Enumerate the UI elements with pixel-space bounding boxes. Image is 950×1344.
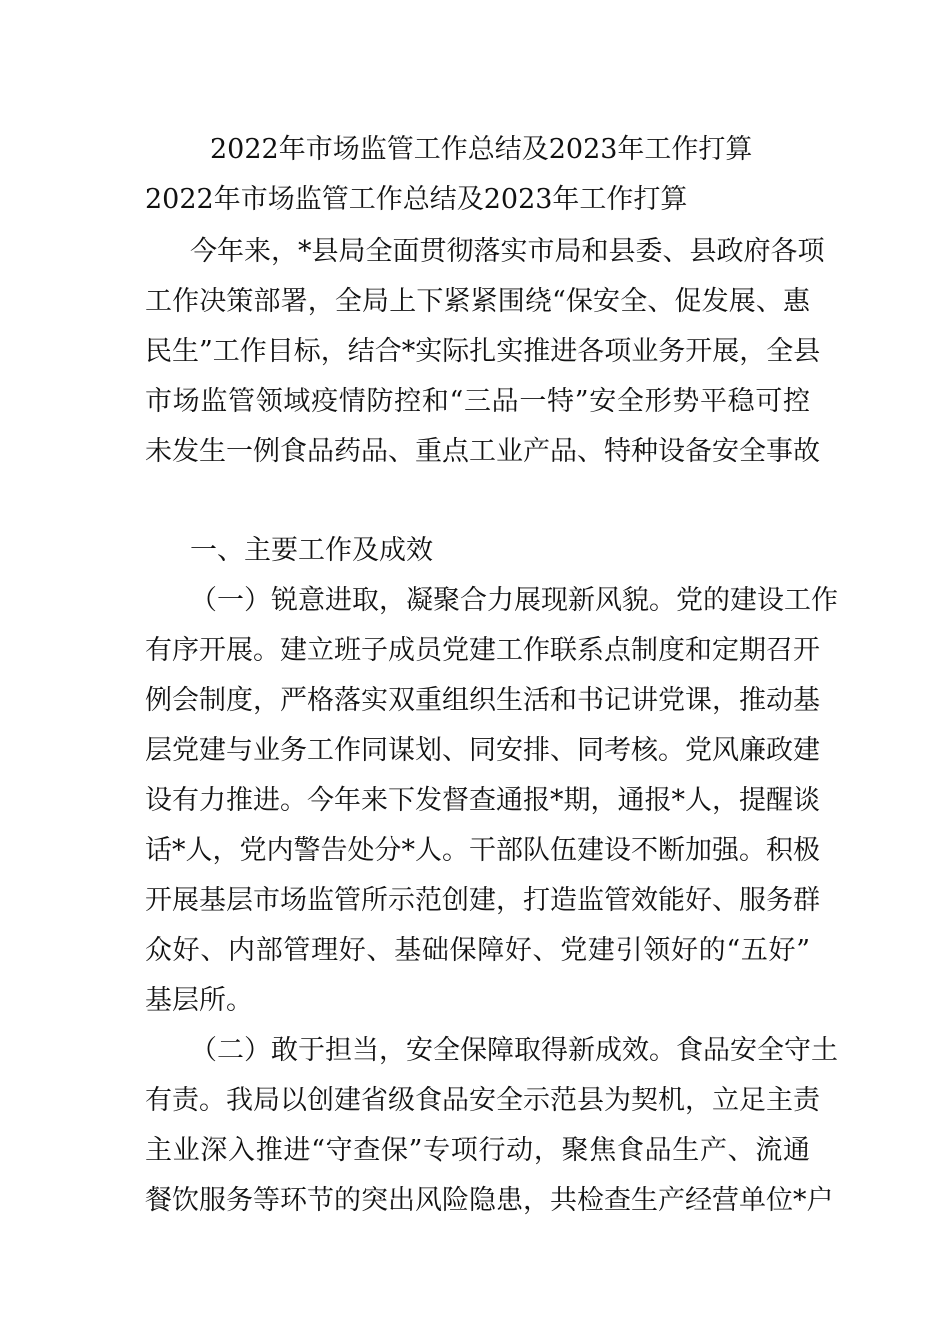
- para2-line: （二）敢于担当，安全保障取得新成效。食品安全守土: [190, 1035, 838, 1066]
- intro-line: 今年来，*县局全面贯彻落实市局和县委、县政府各项: [190, 236, 825, 267]
- para2-line: 主业深入推进“守查保”专项行动，聚焦食品生产、流通: [145, 1135, 810, 1166]
- section-heading: 一、主要工作及成效: [190, 535, 433, 566]
- document-title: 2022年市场监管工作总结及2023年工作打算: [210, 134, 753, 165]
- intro-line: 民生”工作目标，结合*实际扎实推进各项业务开展，全县: [145, 336, 821, 367]
- para1-line: 话*人，党内警告处分*人。干部队伍建设不断加强。积极: [145, 835, 820, 866]
- para2-line: 餐饮服务等环节的突出风险隐患，共检查生产经营单位*户: [145, 1185, 834, 1216]
- intro-line: 未发生一例食品药品、重点工业产品、特种设备安全事故: [145, 436, 820, 467]
- para2-line: 有责。我局以创建省级食品安全示范县为契机，立足主责: [145, 1085, 820, 1116]
- para1-line: 众好、内部管理好、基础保障好、党建引领好的“五好”: [145, 935, 810, 966]
- para1-line: 基层所。: [145, 985, 253, 1016]
- intro-line: 市场监管领域疫情防控和“三品一特”安全形势平稳可控: [145, 386, 810, 417]
- para1-line: 设有力推进。今年来下发督查通报*期，通报*人，提醒谈: [145, 785, 820, 816]
- document-subtitle: 2022年市场监管工作总结及2023年工作打算: [145, 184, 688, 215]
- para1-line: 有序开展。建立班子成员党建工作联系点制度和定期召开: [145, 635, 820, 666]
- para1-line: 开展基层市场监管所示范创建，打造监管效能好、服务群: [145, 885, 820, 916]
- intro-line: 工作决策部署，全局上下紧紧围绕“保安全、促发展、惠: [145, 286, 810, 317]
- para1-line: （一）锐意进取，凝聚合力展现新风貌。党的建设工作: [190, 585, 838, 616]
- para1-line: 例会制度，严格落实双重组织生活和书记讲党课，推动基: [145, 685, 820, 716]
- para1-line: 层党建与业务工作同谋划、同安排、同考核。党风廉政建: [145, 735, 820, 766]
